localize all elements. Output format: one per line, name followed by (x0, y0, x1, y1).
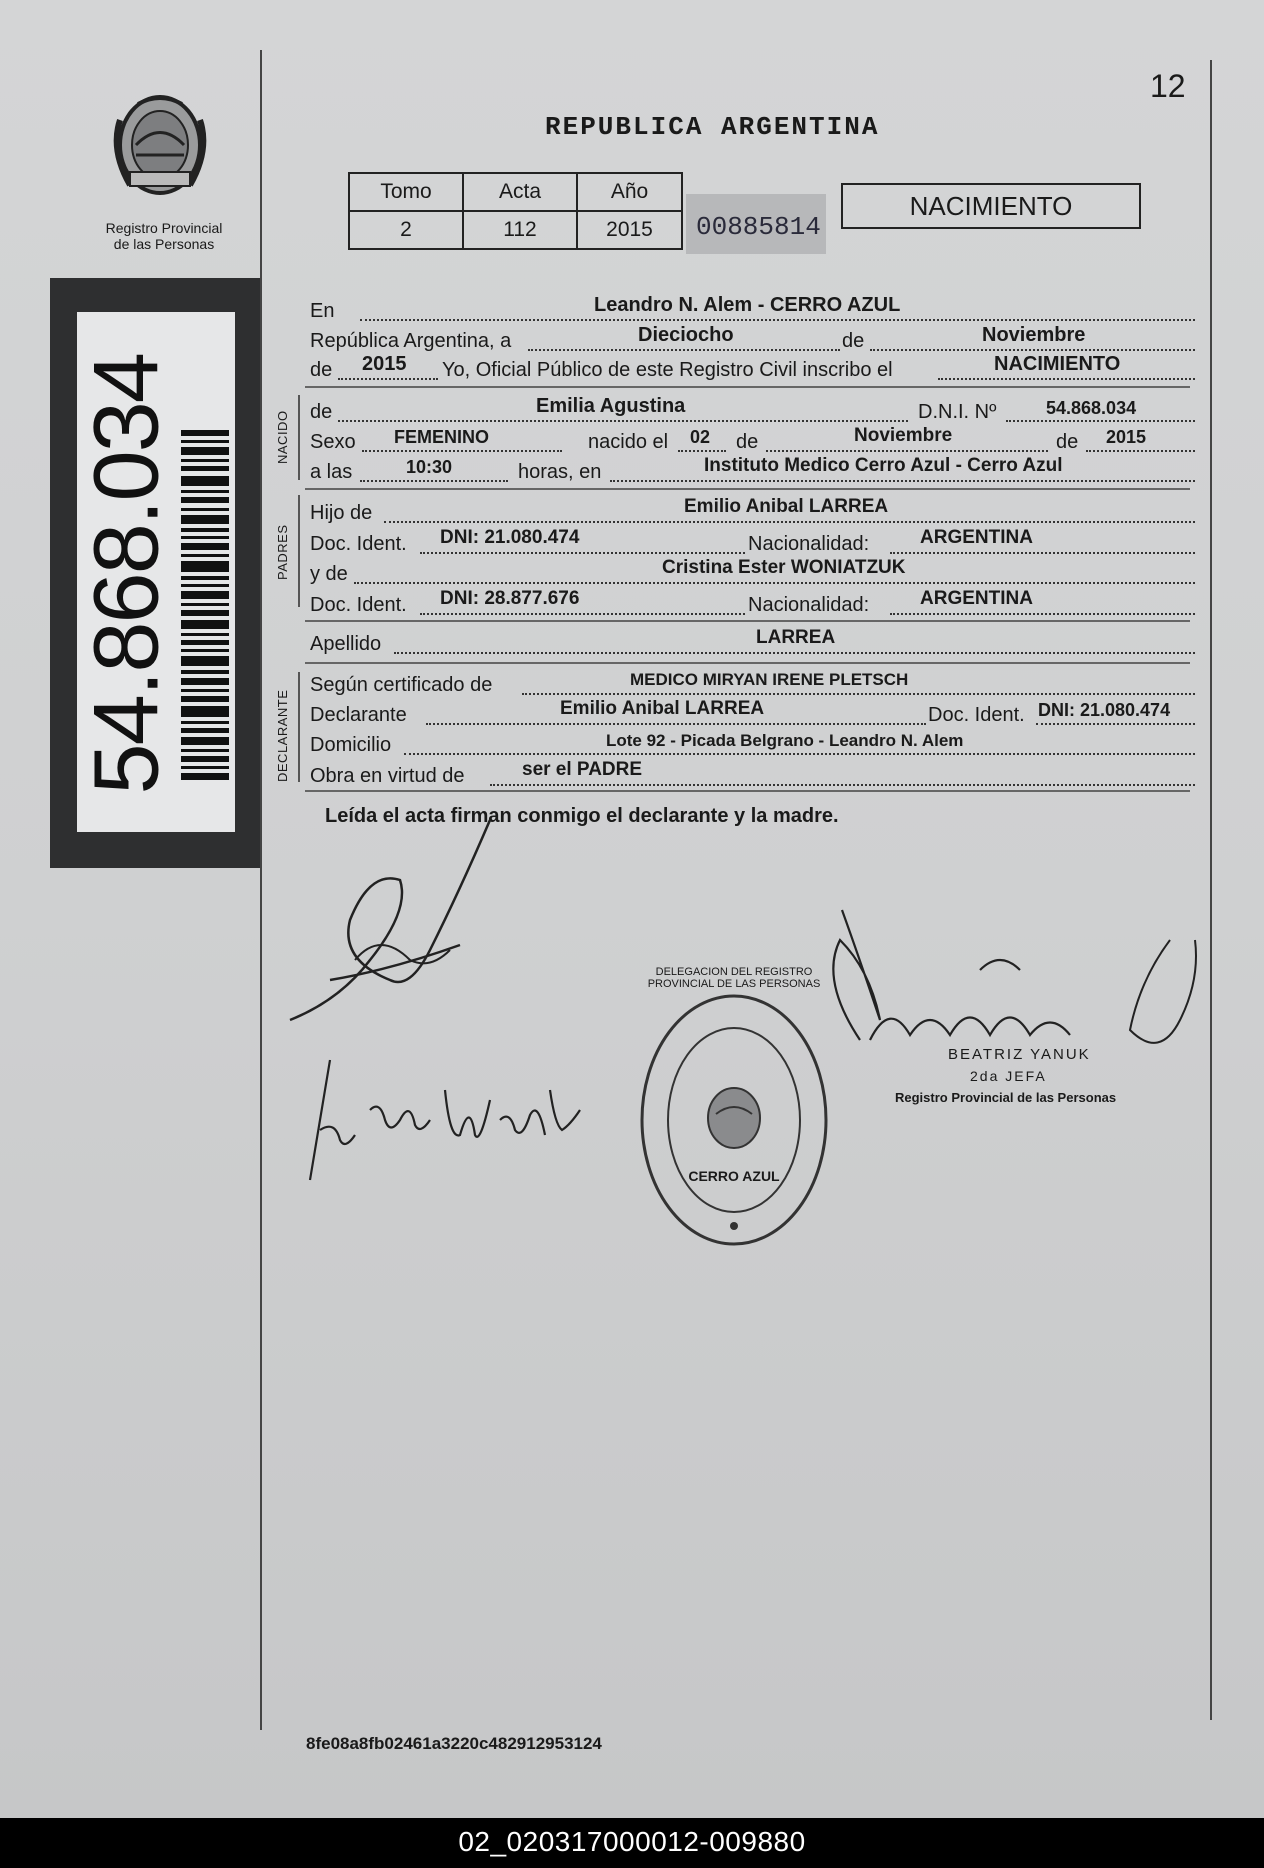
barcode-number: 54.868.034 (75, 354, 178, 795)
value-name: Emilia Agustina (536, 395, 686, 417)
dotted-line (1006, 420, 1195, 422)
official-signature (800, 900, 1220, 1060)
value-dni: 54.868.034 (1046, 398, 1137, 418)
section-rule-declarante (298, 672, 300, 782)
dotted-line (404, 753, 1195, 755)
label-alas: a las (310, 461, 353, 483)
dotted-line (360, 480, 508, 482)
act-type-box: NACIMIENTO (841, 183, 1141, 229)
value-obra: ser el PADRE (522, 759, 643, 780)
header-acta: Acta (463, 173, 577, 211)
section-divider (305, 488, 1190, 490)
label-de: de (842, 330, 865, 352)
label-dni: D.N.I. Nº (918, 401, 997, 423)
value-en: Leandro N. Alem - CERRO AZUL (594, 294, 901, 316)
registry-label (96, 220, 232, 252)
dotted-line (490, 784, 1195, 786)
value-birth-month: Noviembre (854, 425, 953, 446)
value-mother-nat: ARGENTINA (920, 588, 1033, 609)
dotted-line (354, 582, 1195, 584)
barcode-label (77, 312, 235, 832)
dotted-line (678, 450, 726, 452)
value-anio: 2015 (577, 211, 682, 249)
row-apellido (310, 627, 1190, 657)
declarant-signature (280, 810, 530, 1030)
row-mother-doc (310, 588, 1190, 618)
label-horas: horas, en (518, 461, 602, 483)
table-header-row (349, 173, 682, 211)
value-year: 2015 (362, 353, 407, 375)
footer-identifier: 02_020317000012-009880 (458, 1826, 806, 1857)
value-father-nat: ARGENTINA (920, 527, 1033, 548)
row-fecha (310, 324, 1190, 354)
dotted-line (362, 450, 562, 452)
dotted-line (870, 349, 1195, 351)
label-segun: Según certificado de (310, 674, 493, 696)
label-de2: de (310, 359, 333, 381)
row-inscribo (310, 353, 1190, 383)
section-divider (305, 386, 1190, 388)
label-nacido-el: nacido el (588, 431, 669, 453)
label-en: En (310, 300, 335, 322)
dotted-line (394, 652, 1195, 654)
dotted-line (384, 521, 1195, 523)
dotted-line (420, 552, 745, 554)
value-segun: MEDICO MIRYAN IRENE PLETSCH (630, 670, 909, 689)
section-rule-nacido (298, 395, 300, 480)
value-place: Instituto Medico Cerro Azul - Cerro Azul (704, 455, 1063, 476)
value-declarante-dni: DNI: 21.080.474 (1038, 700, 1171, 720)
row-hora (310, 455, 1190, 485)
document-title: REPUBLICA ARGENTINA (545, 112, 880, 142)
label-docident3: Doc. Ident. (928, 704, 1025, 726)
dotted-line (528, 349, 840, 351)
row-yde (310, 557, 1190, 587)
dotted-line (938, 378, 1195, 380)
header-tomo: Tomo (349, 173, 463, 211)
dotted-line (338, 420, 908, 422)
row-obra (310, 759, 1190, 789)
barcode-sticker (50, 278, 260, 868)
serial-number-stamp (686, 194, 826, 254)
label-de3: de (310, 401, 333, 423)
document-hash: 8fe08a8fb02461a3220c482912953124 (306, 1734, 602, 1753)
value-acta: 112 (463, 211, 577, 249)
mother-signature (300, 1040, 600, 1190)
dotted-line (890, 613, 1195, 615)
dotted-line (1086, 450, 1195, 452)
official-role: 2da JEFA (970, 1068, 1047, 1084)
dotted-line (1036, 723, 1195, 725)
official-name: BEATRIZ YANUK (948, 1046, 1091, 1063)
row-declarante (310, 698, 1190, 728)
row-segun (310, 668, 1190, 698)
value-time: 10:30 (406, 457, 453, 477)
dotted-line (338, 378, 438, 380)
label-nacionalidad2: Nacionalidad: (748, 594, 870, 616)
stamp-outer-text: DELEGACION DEL REGISTRO PROVINCIAL DE LAS PERSONAS (647, 966, 821, 990)
label-nacionalidad: Nacionalidad: (748, 533, 870, 555)
label-republica: República Argentina, a (310, 330, 512, 352)
dotted-line (360, 319, 1195, 321)
stamp-inner-text: CERRO AZUL (688, 1168, 780, 1184)
value-sexo: FEMENINO (394, 427, 490, 447)
page-number: 12 (1150, 68, 1186, 104)
closing-statement: Leída el acta firman conmigo el declarante y la madre. (325, 805, 839, 827)
section-divider (305, 790, 1190, 792)
label-de5: de (1056, 431, 1079, 453)
value-tomo: 2 (349, 211, 463, 249)
value-month: Noviembre (982, 324, 1086, 346)
registry-line-2: de las Personas (113, 236, 215, 252)
round-registry-stamp (636, 966, 832, 1250)
dotted-line (522, 693, 1195, 695)
right-margin-line (1210, 60, 1212, 1720)
serial-number: 00885814 (696, 212, 821, 242)
label-docident: Doc. Ident. (310, 533, 407, 555)
section-divider (305, 662, 1190, 664)
dotted-line (610, 480, 1195, 482)
value-declarante: Emilio Anibal LARREA (560, 698, 765, 719)
official-office: Registro Provincial de las Personas (895, 1090, 1117, 1105)
dotted-line (890, 552, 1195, 554)
value-apellido: LARREA (756, 627, 836, 648)
label-sexo: Sexo (310, 431, 356, 453)
section-label-padres: PADRES (275, 524, 290, 580)
row-en (310, 294, 1190, 324)
value-birth-day: 02 (690, 427, 711, 447)
value-father-dni: DNI: 21.080.474 (440, 527, 580, 548)
value-father: Emilio Anibal LARREA (684, 496, 889, 517)
row-nombre (310, 395, 1190, 425)
row-father-doc (310, 527, 1190, 557)
value-inscribo: NACIMIENTO (994, 353, 1121, 375)
row-hijo (310, 496, 1190, 526)
section-divider (305, 620, 1190, 622)
label-docident2: Doc. Ident. (310, 594, 407, 616)
label-obra: Obra en virtud de (310, 765, 465, 787)
value-birth-year: 2015 (1106, 427, 1147, 447)
dotted-line (426, 723, 926, 725)
label-de4: de (736, 431, 759, 453)
section-rule-padres (298, 495, 300, 607)
row-sexo (310, 425, 1190, 455)
value-mother: Cristina Ester WONIATZUK (662, 557, 906, 578)
dotted-line (420, 613, 745, 615)
barcode-bars (181, 430, 229, 780)
row-domicilio (310, 728, 1190, 758)
table-value-row (349, 211, 682, 249)
misiones-seal-logo (100, 90, 220, 200)
left-margin-line (260, 50, 262, 1730)
section-label-nacido: NACIDO (275, 410, 290, 464)
label-hijo: Hijo de (310, 502, 373, 524)
label-apellido: Apellido (310, 633, 382, 655)
label-declarante: Declarante (310, 704, 407, 726)
label-domicilio: Domicilio (310, 734, 392, 756)
value-day: Dieciocho (638, 324, 734, 346)
tomo-acta-anio-table (348, 172, 683, 250)
label-yo: Yo, Oficial Público de este Registro Civil inscribo el (442, 359, 893, 381)
value-mother-dni: DNI: 28.877.676 (440, 588, 580, 609)
label-yde: y de (310, 563, 348, 585)
value-domicilio: Lote 92 - Picada Belgrano - Leandro N. Alem (606, 731, 964, 750)
header-anio: Año (577, 173, 682, 211)
dotted-line (766, 450, 1048, 452)
section-label-declarante: DECLARANTE (275, 689, 290, 782)
registry-line-1: Registro Provincial (105, 220, 223, 236)
